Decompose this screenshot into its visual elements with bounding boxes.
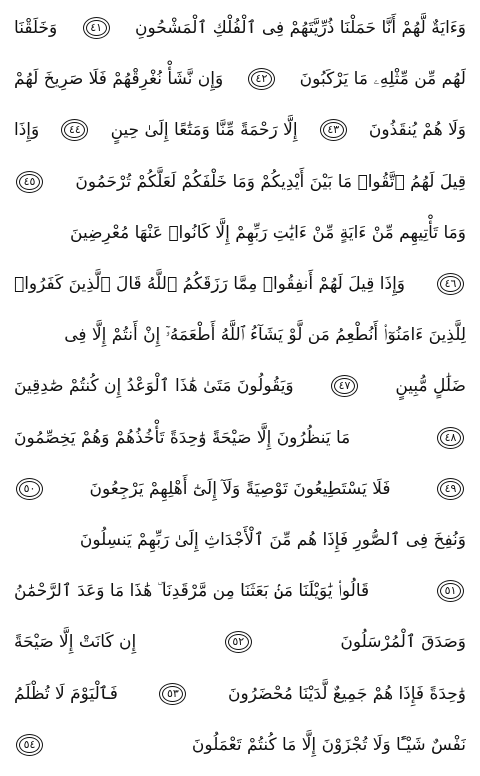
verse-text: لِلَّذِينَ ءَامَنُوٓا۟ أَنُطْعِمُ مَن لَّوْ يَشَآءُ ٱللَّهُ أَطْعَمَهُۥٓ إِنْ أَنتُمْ إِلَّا فِى: [64, 325, 466, 346]
text-line: [14, 618, 466, 666]
verse-text: قِيلَ لَهُمُ ٱتَّقُوا۟ مَا بَيْنَ أَيْدِيكُمْ وَمَا خَلْفَكُمْ لَعَلَّكُمْ تُرْحَمُونَ: [75, 171, 466, 192]
ayah-number-marker: [225, 631, 252, 653]
ayah-number: ٤٤: [69, 123, 81, 137]
verse-text: وَيَقُولُونَ مَتَىٰ هَٰذَا ٱلْوَعْدُ إِن كُنتُمْ صَٰدِقِينَ: [14, 376, 294, 397]
ayah-number: ٤٣: [327, 123, 340, 137]
ayah-number-marker: [61, 119, 88, 141]
ayah-number-marker: [437, 580, 464, 602]
ayah-number-marker: [159, 683, 186, 705]
verse-text: فَلَا يَسْتَطِيعُونَ تَوْصِيَةً وَلَآ إِلَىٰٓ أَهْلِهِمْ يَرْجِعُونَ: [89, 478, 391, 499]
verse-text: وَءَايَةٌ لَّهُمْ أَنَّا حَمَلْنَا ذُرِّيَّتَهُمْ فِى ٱلْفُلْكِ ٱلْمَشْحُونِ: [135, 18, 466, 38]
ayah-number-marker: [16, 734, 43, 756]
text-line: [14, 260, 466, 308]
ayah-number-marker: [437, 273, 464, 295]
text-line: [14, 567, 466, 615]
ayah-number-marker: [83, 17, 110, 39]
ayah-number: ٥٤: [23, 737, 36, 751]
verse-text: إِلَّا رَحْمَةً مِّنَّا وَمَتَٰعًا إِلَىٰ حِينٍ: [110, 120, 298, 141]
text-line: [14, 311, 466, 359]
verse-text: وَإِذَا قِيلَ لَهُمْ أَنفِقُوا۟ مِمَّا رَزَقَكُمُ ٱللَّهُ قَالَ ٱلَّذِينَ كَفَرُوا۟: [14, 274, 406, 294]
text-line: [14, 516, 466, 564]
ayah-number: ٥٢: [232, 635, 245, 649]
verse-text: مَا يَنظُرُونَ إِلَّا صَيْحَةً وَٰحِدَةً تَأْخُذُهُمْ وَهُمْ يَخِصِّمُونَ: [14, 427, 351, 448]
ayah-number-marker: [437, 427, 464, 449]
verse-text: وَخَلَقْنَا: [14, 18, 58, 38]
verse-text: وَلَا هُمْ يُنقَذُونَ: [368, 120, 466, 141]
verse-text: وَإِذَا: [14, 120, 40, 141]
text-line: [14, 209, 466, 257]
ayah-number-marker: [331, 375, 358, 397]
verse-text: وَنُفِخَ فِى ٱلصُّورِ فَإِذَا هُم مِّنَ ٱلْأَجْدَاثِ إِلَىٰ رَبِّهِمْ يَنسِلُونَ: [79, 530, 466, 550]
ayah-number: ٥٣: [167, 686, 179, 700]
verse-text: فَٱلْيَوْمَ لَا تُظْلَمُ: [14, 683, 118, 704]
ayah-number: ٤٧: [338, 379, 351, 393]
verse-text: وَٰحِدَةً فَإِذَا هُمْ جَمِيعٌ لَّدَيْنَا مُحْضَرُونَ: [228, 683, 466, 704]
ayah-number-marker: [320, 119, 347, 141]
text-line: [14, 465, 466, 513]
verse-text: وَمَا تَأْتِيهِم مِّنْ ءَايَةٍ مِّنْ ءَايَٰتِ رَبِّهِمْ إِلَّا كَانُوا۟ عَنْهَا مُعْرِضِينَ: [70, 222, 466, 243]
text-line: [14, 362, 466, 410]
text-line: [14, 158, 466, 206]
mushaf-page: [14, 4, 466, 772]
ayah-number-marker: [16, 478, 43, 500]
ayah-number: ٥٠: [23, 481, 36, 495]
verse-text: وَإِن نَّشَأْ نُغْرِقْهُمْ فَلَا صَرِيخَ لَهُمْ: [14, 69, 224, 90]
verse-text: وَصَدَقَ ٱلْمُرْسَلُونَ: [340, 632, 466, 653]
text-line: [14, 55, 466, 103]
ayah-number: ٤١: [90, 21, 103, 34]
verse-text: نَفْسٌ شَيْـًٔا وَلَا تُجْزَوْنَ إِلَّا مَا كُنتُمْ تَعْمَلُونَ: [191, 734, 466, 755]
ayah-number: ٤٢: [255, 72, 268, 86]
ayah-number: ٤٩: [444, 481, 457, 495]
text-line: [14, 670, 466, 718]
text-line: [14, 106, 466, 154]
verse-text: إِن كَانَتْ إِلَّا صَيْحَةً: [14, 632, 137, 653]
text-line: [14, 4, 466, 52]
text-line: [14, 414, 466, 462]
ayah-number-marker: [16, 171, 43, 193]
ayah-number: ٤٨: [444, 430, 457, 444]
ayah-number-marker: [437, 478, 464, 500]
ayah-number: ٤٦: [444, 277, 457, 290]
ayah-number-marker: [248, 68, 275, 90]
ayah-number: ٥١: [444, 584, 457, 598]
ayah-number: ٤٥: [23, 174, 36, 188]
verse-text: قَالُوا۟ يَٰوَيْلَنَا مَنۢ بَعَثَنَا مِن مَّرْقَدِنَا ۜ هَٰذَا مَا وَعَدَ ٱلرَّحْمَٰنُ: [14, 581, 370, 602]
text-line: [14, 721, 466, 769]
verse-text: لَهُم مِّن مِّثْلِهِۦ مَا يَرْكَبُونَ: [299, 69, 466, 90]
verse-text: ضَلَٰلٍ مُّبِينٍ: [395, 376, 466, 397]
